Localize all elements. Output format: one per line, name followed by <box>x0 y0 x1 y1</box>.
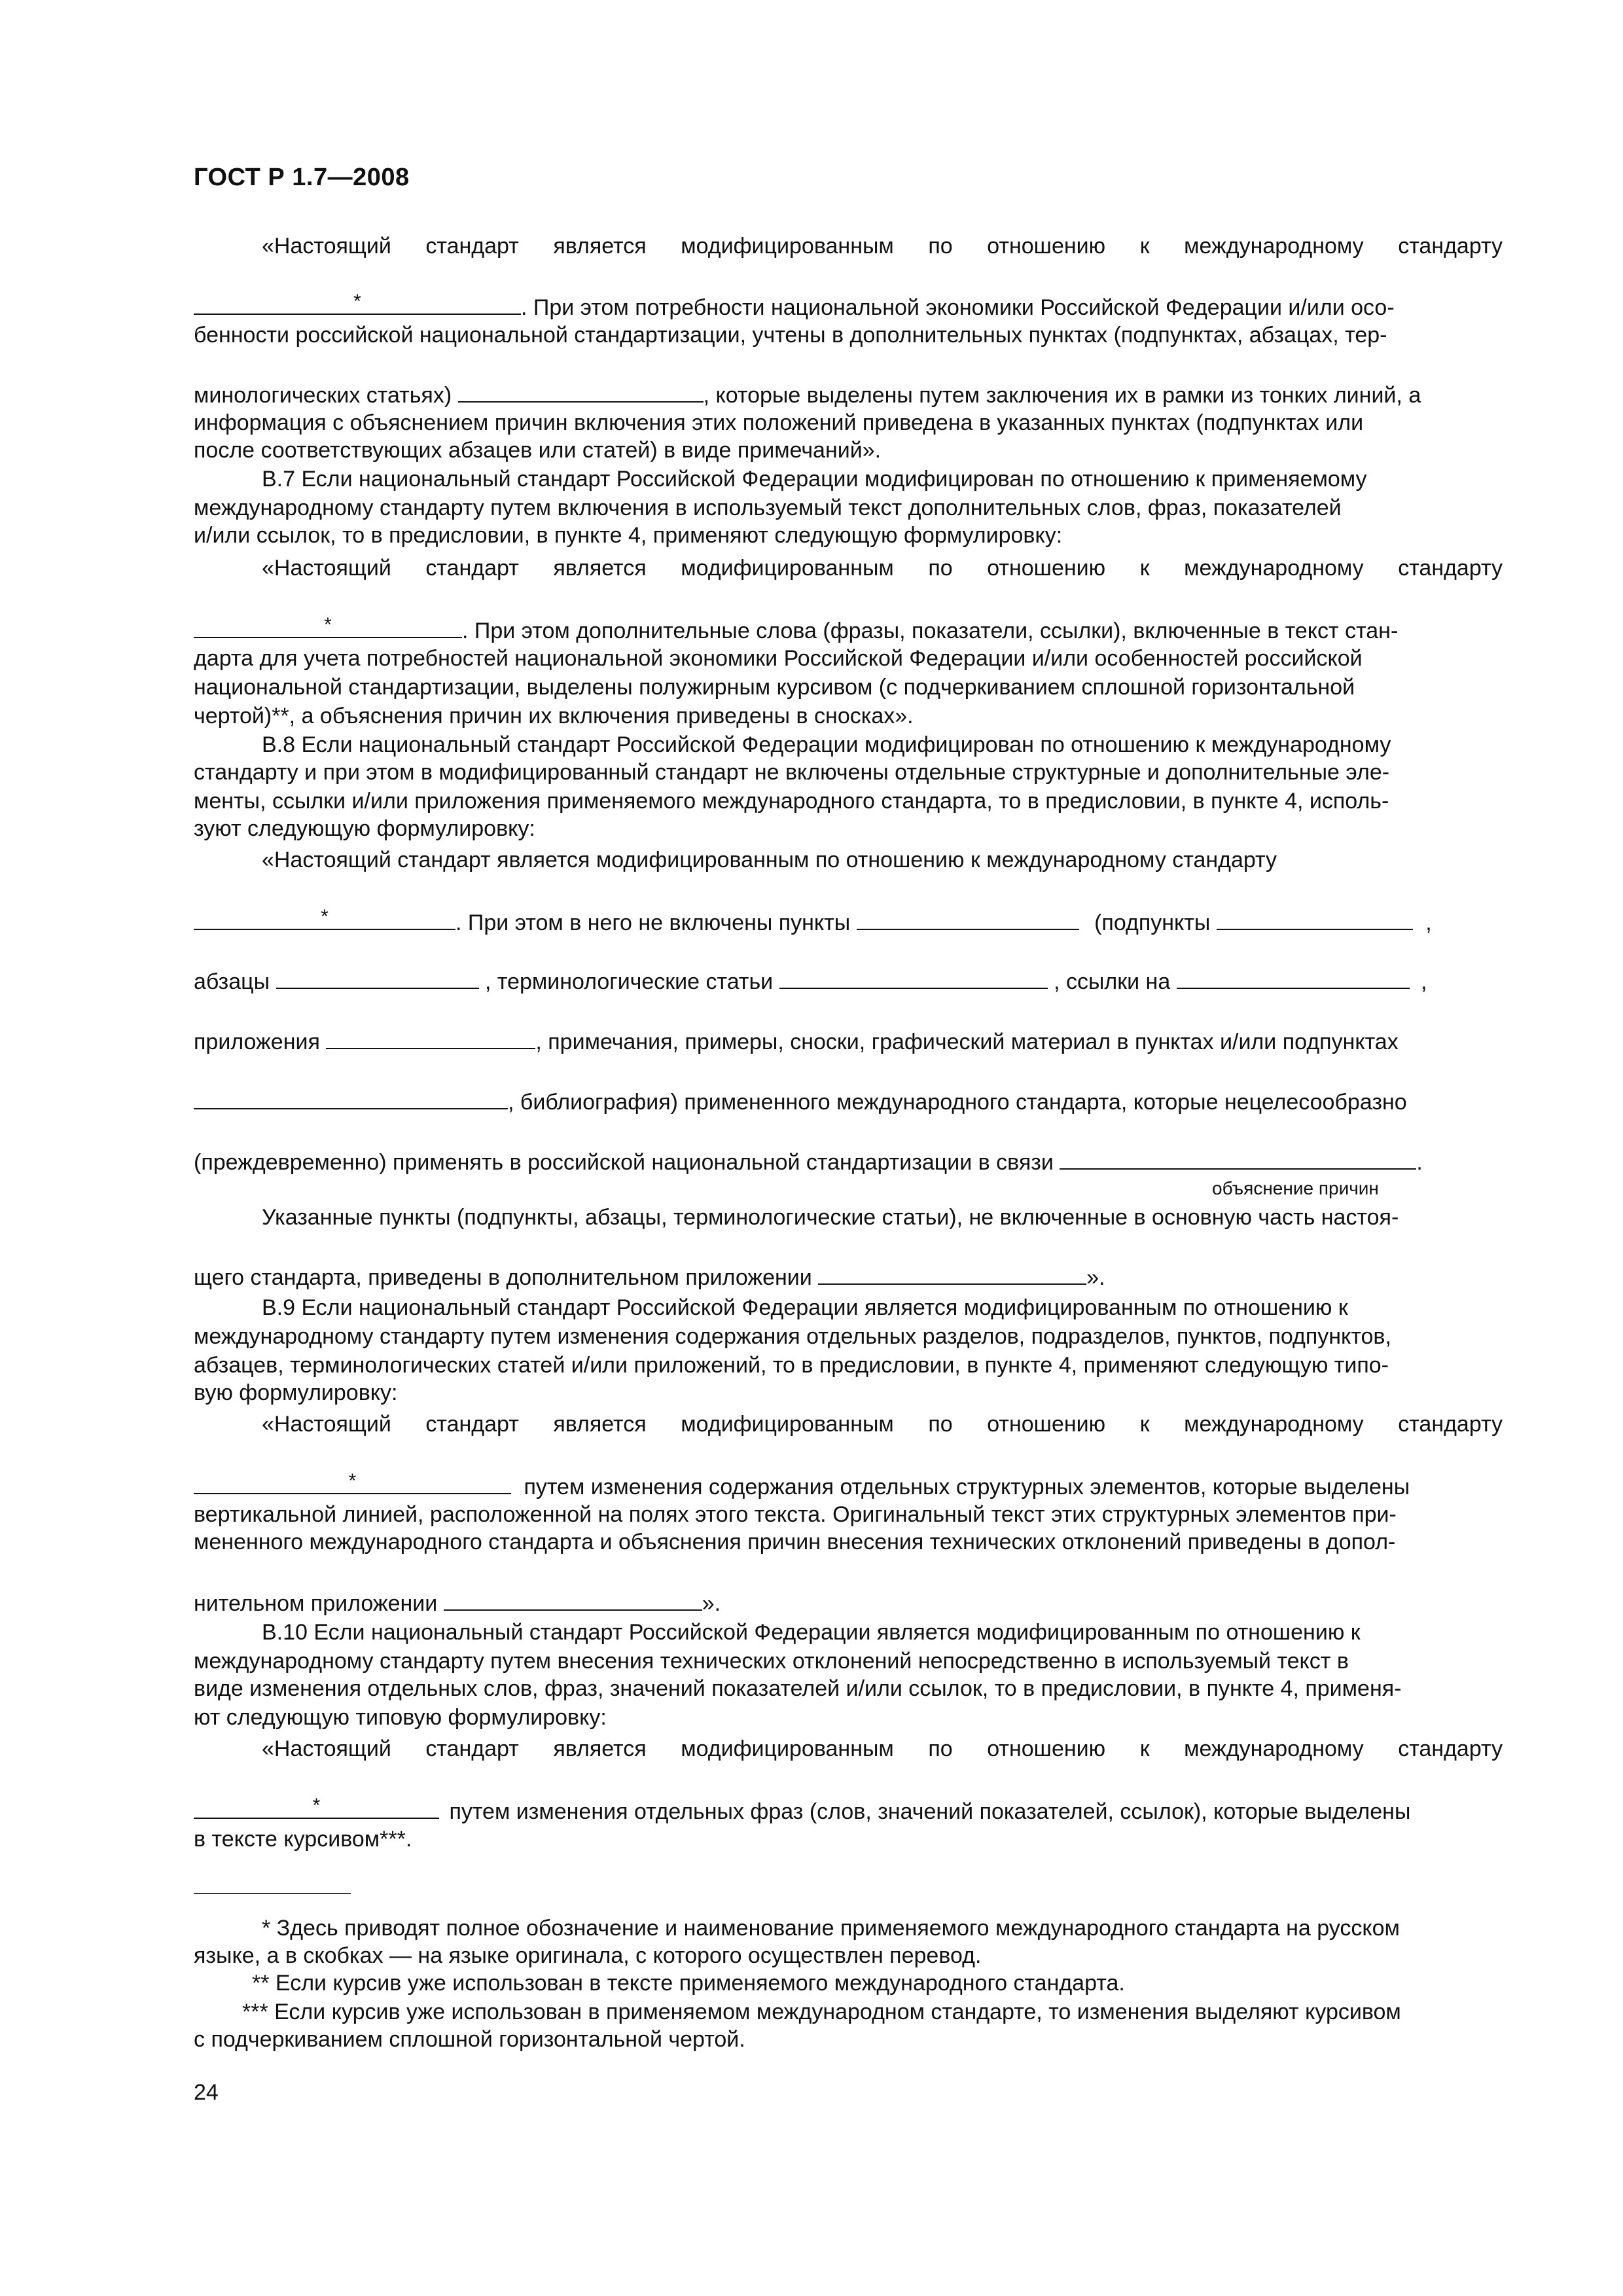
word: по <box>928 234 953 259</box>
text-line <box>262 233 1503 259</box>
word: модифицированным <box>681 1736 894 1761</box>
fill-in-blank <box>779 969 1048 989</box>
text-line: стандарту и при этом в модифицированный стандарт не включены отдельные структурные и дополнительные эле- <box>194 760 1390 785</box>
text-line: и/или ссылок, то в предисловии, в пункте 4, применяют следующую формулировку: <box>194 523 1063 548</box>
word: «Настоящий <box>262 1412 391 1437</box>
word: международному <box>1184 1412 1364 1437</box>
word: к <box>1139 234 1150 259</box>
footnote-line: *** Если курсив уже использован в применяемом международном стандарте, то изменения выделяют курсивом <box>242 2000 1401 2024</box>
word: международному <box>1184 556 1364 581</box>
fill-in-blank <box>1060 1150 1416 1170</box>
footnote-marker: * <box>348 1470 357 1492</box>
text-line: после соответствующих абзацев или статей) в виде примечаний». <box>194 438 882 463</box>
footnote-marker: * <box>312 1795 321 1816</box>
text-line: В.10 Если национальный стандарт Российской Федерации является модифицированным по отношению к <box>262 1620 1361 1645</box>
text-line <box>262 1411 1503 1437</box>
text-line <box>194 382 1503 408</box>
text-line: международному стандарту путем внесения технических отклонений непосредственно в используемый текст в <box>194 1649 1349 1674</box>
fill-in-blank <box>194 1090 508 1109</box>
line-text: ». <box>1086 1265 1105 1290</box>
text-line: В.7 Если национальный стандарт Российской Федерации модифицирован по отношению к применяемому <box>262 467 1367 492</box>
footnote-line: языке, а в скобках — на языке оригинала, с которого осуществлен перевод. <box>194 1943 982 1968</box>
line-text: , <box>1425 910 1432 935</box>
word: стандарт <box>425 556 519 581</box>
text-line: Указанные пункты (подпункты, абзацы, терминологические статьи), не включенные в основную часть настоя- <box>262 1205 1399 1230</box>
text-line <box>194 291 1503 321</box>
footnote-marker: * <box>353 291 361 312</box>
blank-caption: объяснение причин <box>1212 1178 1379 1198</box>
word: модифицированным <box>681 234 894 259</box>
word: является <box>553 1736 647 1761</box>
fill-in-blank <box>458 383 704 403</box>
text-line: международному стандарту путем изменения содержания отдельных разделов, подразделов, пунктов, подпунктов, <box>194 1324 1391 1349</box>
text-line <box>194 1265 1503 1291</box>
text-line: международному стандарту путем включения в используемый текст дополнительных слов, фраз, показателей <box>194 495 1342 520</box>
word: является <box>553 556 647 581</box>
text-line <box>194 906 1503 936</box>
line-text: ». <box>702 1591 721 1616</box>
word: по <box>928 1736 953 1761</box>
word: «Настоящий <box>262 556 391 581</box>
fill-in-blank <box>194 1795 439 1819</box>
line-text: , примечания, примеры, сноски, графический материал в пунктах и/или подпунктах <box>535 1030 1399 1054</box>
text-line <box>194 1590 1503 1617</box>
word: модифицированным <box>681 1412 894 1437</box>
document-header: ГОСТ Р 1.7—2008 <box>194 164 410 191</box>
line-text: , библиография) примененного международного стандарта, которые нецелесообразно <box>508 1090 1407 1115</box>
footnote-separator <box>194 1893 351 1894</box>
line-text: , терминологические статьи <box>484 969 774 994</box>
line-text: . При этом в него не включены пункты <box>455 910 851 935</box>
word: «Настоящий <box>262 1736 391 1761</box>
word: стандарту <box>1398 234 1503 259</box>
text-line <box>194 614 1503 644</box>
fill-in-blank <box>818 1265 1086 1285</box>
line-text: , ссылки на <box>1054 969 1171 994</box>
text-line: вую формулировку: <box>194 1380 398 1405</box>
line-text: (преждевременно) применять в российской национальной стандартизации в связи <box>194 1150 1054 1175</box>
text-line: В.8 Если национальный стандарт Российской Федерации модифицирован по отношению к международному <box>262 732 1391 757</box>
line-text: минологических статьях) <box>194 383 452 408</box>
word: стандарт <box>425 1736 519 1761</box>
word: отношению <box>987 1736 1106 1761</box>
word: к <box>1139 1736 1150 1761</box>
word: отношению <box>987 1412 1106 1437</box>
word: отношению <box>987 556 1106 581</box>
fill-in-blank <box>444 1591 702 1611</box>
line-text: , <box>1421 969 1427 994</box>
text-line: виде изменения отдельных слов, фраз, значений показателей и/или ссылок, то в предисловии, в пункте 4, применя- <box>194 1676 1402 1701</box>
word: стандарт <box>425 1412 519 1437</box>
text-line: абзацев, терминологических статей и/или приложений, то в предисловии, в пункте 4, применяют следующую типо- <box>194 1353 1389 1378</box>
line-text: абзацы <box>194 969 270 994</box>
word: международному <box>1184 234 1364 259</box>
footnote-marker: * <box>324 614 332 636</box>
word: является <box>553 1412 647 1437</box>
text-line <box>262 1736 1503 1762</box>
word: к <box>1139 556 1150 581</box>
fill-in-blank <box>194 614 462 638</box>
text-line: менты, ссылки и/или приложения применяемого международного стандарта, то в предисловии, в пункте 4, исполь- <box>194 789 1389 814</box>
word: отношению <box>987 234 1106 259</box>
fill-in-blank <box>857 910 1079 930</box>
word: модифицированным <box>681 556 894 581</box>
line-text: нительном приложении <box>194 1591 438 1616</box>
word: стандарту <box>1398 1736 1503 1761</box>
text-line <box>194 1795 1503 1825</box>
line-text: щего стандарта, приведены в дополнительном приложении <box>194 1265 812 1290</box>
text-line: в тексте курсивом***. <box>194 1827 412 1852</box>
word: международному <box>1184 1736 1364 1761</box>
text-line: «Настоящий стандарт является модифицированным по отношению к международному стандарту <box>262 848 1277 872</box>
fill-in-blank <box>194 1470 511 1494</box>
word: стандарту <box>1398 1412 1503 1437</box>
line-text: (подпункты <box>1094 910 1211 935</box>
footnote-marker: * <box>321 906 329 927</box>
line-text: . При этом потребности национальной экономики Российской Федерации и/или осо- <box>521 295 1395 320</box>
text-line: В.9 Если национальный стандарт Российской Федерации является модифицированным по отношению к <box>262 1295 1348 1320</box>
text-line <box>194 1149 1503 1175</box>
text-line: чертой)**, а объяснения причин их включения приведены в сносках». <box>194 704 914 728</box>
fill-in-blank <box>194 291 521 315</box>
text-line: информация с объяснением причин включения этих положений приведена в указанных пунктах (подпунктах или <box>194 410 1364 435</box>
fill-in-blank <box>194 906 455 930</box>
line-text: . <box>1416 1150 1423 1175</box>
text-line <box>194 1089 1503 1115</box>
word: является <box>553 234 647 259</box>
page-number: 24 <box>194 2080 219 2105</box>
text-line: мененного международного стандарта и объяснения причин внесения технических отклонений приведены в допол- <box>194 1530 1396 1554</box>
line-text: приложения <box>194 1030 320 1054</box>
word: к <box>1139 1412 1150 1437</box>
text-line: национальной стандартизации, выделены полужирным курсивом (с подчеркиванием сплошной горизонтальной <box>194 675 1355 700</box>
line-text: путем изменения отдельных фраз (слов, значений показателей, ссылок), которые выделены <box>449 1799 1411 1824</box>
text-line <box>194 1029 1503 1055</box>
text-line: вертикальной линией, расположенной на полях этого текста. Оригинальный текст этих структурных элементов при- <box>194 1502 1397 1527</box>
text-line <box>262 555 1503 581</box>
footnote-line: ** Если курсив уже использован в тексте применяемого международного стандарта. <box>252 1971 1125 1996</box>
footnote-line: * Здесь приводят полное обозначение и наименование применяемого международного стандарта на русском <box>262 1916 1400 1941</box>
fill-in-blank <box>326 1030 535 1049</box>
fill-in-blank <box>276 969 479 989</box>
text-line: дарта для учета потребностей национальной экономики Российской Федерации и/или особенностей российской <box>194 646 1363 671</box>
text-line: зуют следующую формулировку: <box>194 816 535 841</box>
text-line <box>194 969 1503 995</box>
word: стандарт <box>425 234 519 259</box>
word: по <box>928 556 953 581</box>
line-text: путем изменения содержания отдельных структурных элементов, которые выделены <box>524 1475 1410 1499</box>
fill-in-blank <box>1177 969 1410 989</box>
text-line: ют следующую типовую формулировку: <box>194 1705 607 1730</box>
text-line: бенности российской национальной стандартизации, учтены в дополнительных пунктах (подпунктах, абзацах, тер- <box>194 323 1387 348</box>
line-text: , которые выделены путем заключения их в рамки из тонких линий, а <box>703 383 1421 408</box>
word: по <box>928 1412 953 1437</box>
word: «Настоящий <box>262 234 391 259</box>
text-line <box>194 1470 1503 1500</box>
fill-in-blank <box>1217 910 1413 930</box>
footnote-line: с подчеркиванием сплошной горизонтальной чертой. <box>194 2027 745 2052</box>
word: стандарту <box>1398 556 1503 581</box>
line-text: . При этом дополнительные слова (фразы, показатели, ссылки), включенные в текст стан- <box>462 619 1399 643</box>
